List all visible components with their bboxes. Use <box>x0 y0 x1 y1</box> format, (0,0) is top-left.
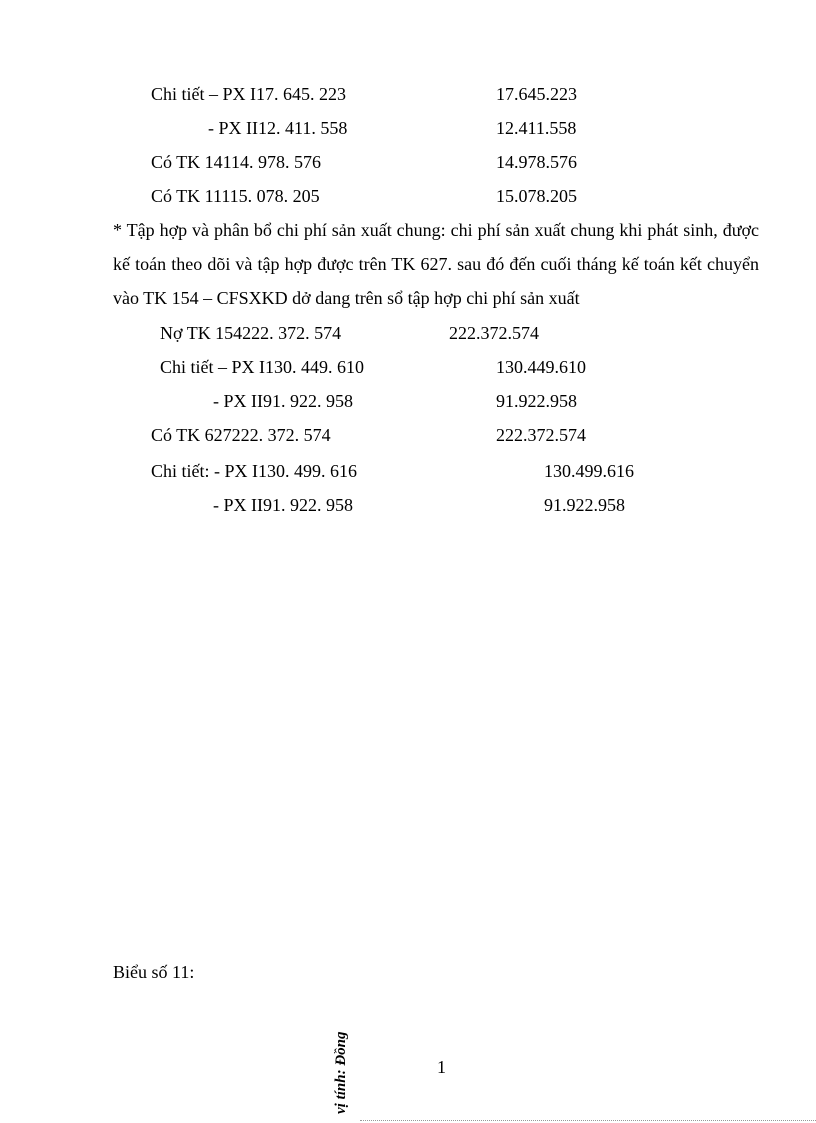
entry-value: 91.922.958 <box>544 495 625 515</box>
bieu-so-label: Biểu số 11: <box>113 962 195 982</box>
entry-label: - PX II91. 922. 958 <box>213 391 353 411</box>
body-paragraph: * Tập hợp và phân bổ chi phí sản xuất chung: chi phí sản xuất chung khi phát sinh, được kế toán theo dõi và tập hợp được trên TK 627. sau đó đến cuối tháng kế toán kết chuyển vào TK 154 – CFSXKD dở dang trên sổ tập hợp chi phí sản xuất <box>113 220 759 308</box>
entry-value: 12.411.558 <box>496 118 577 138</box>
entry-label: Chi tiết – PX I130. 449. 610 <box>160 357 365 377</box>
entry-label: Có TK 14114. 978. 576 <box>151 152 322 172</box>
entry-value: 130.449.610 <box>496 357 586 377</box>
entry-value: 130.499.616 <box>544 461 634 481</box>
entry-label: Có TK 627222. 372. 574 <box>151 425 331 445</box>
entry-label: Chi tiết – PX I17. 645. 223 <box>151 84 347 104</box>
entry-label: Nợ TK 154222. 372. 574 <box>160 323 342 343</box>
entry-value: 91.922.958 <box>496 391 577 411</box>
entry-value: 17.645.223 <box>496 84 577 104</box>
table-border-dotted <box>360 1120 816 1121</box>
entry-value: 222.372.574 <box>449 323 539 343</box>
entry-label: Chi tiết: - PX I130. 499. 616 <box>151 461 357 481</box>
entry-label: Có TK 11115. 078. 205 <box>151 186 320 206</box>
entry-value: 222.372.574 <box>496 425 586 445</box>
entry-value: 15.078.205 <box>496 186 577 206</box>
entry-label: - PX II12. 411. 558 <box>208 118 348 138</box>
entry-label: - PX II91. 922. 958 <box>213 495 353 515</box>
entry-value: 14.978.576 <box>496 152 577 172</box>
page-number: 1 <box>437 1057 446 1077</box>
unit-label-rotated: vị tính: Đồng <box>333 1031 349 1114</box>
